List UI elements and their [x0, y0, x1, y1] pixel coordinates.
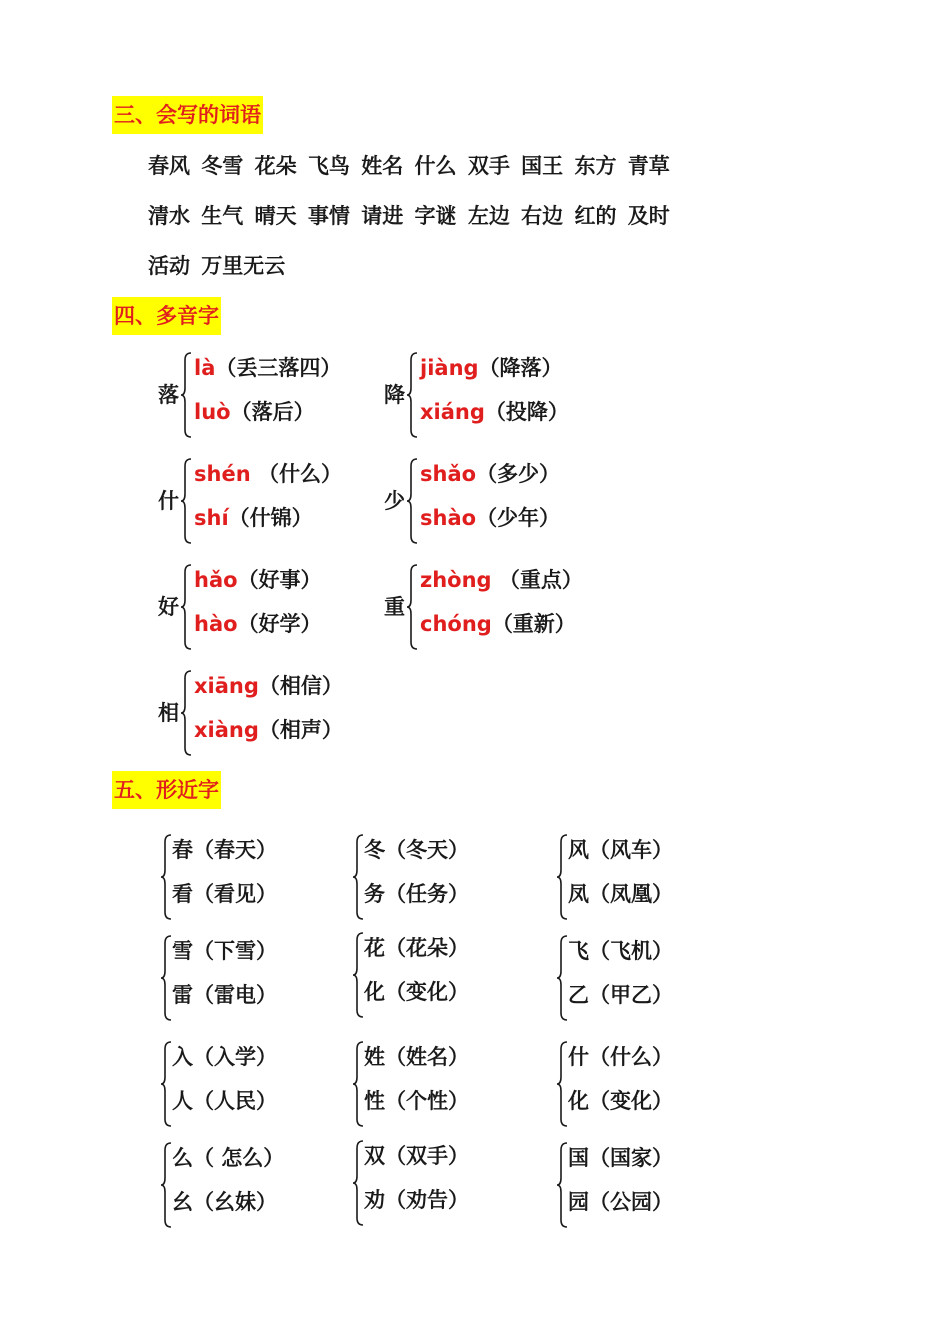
brace-icon [160, 1142, 172, 1228]
polyphone-char: 落 [158, 383, 179, 407]
brace-icon [352, 834, 364, 920]
word-line-2: 清水 生气 晴天 事情 请进 字谜 左边 右边 红的 及时 [148, 204, 670, 228]
similar-char-item: 乙（甲乙） [568, 983, 673, 1007]
similar-char-group [160, 933, 360, 1023]
section-heading-3: 三、会写的词语 [112, 96, 263, 134]
similar-char-group [160, 1140, 360, 1230]
polyphone-group [384, 350, 614, 440]
similar-char-item: 幺（幺妹） [172, 1190, 277, 1214]
similar-char-item: 风（风车） [568, 838, 673, 862]
brace-icon [352, 932, 364, 1018]
brace-icon [556, 1041, 568, 1127]
polyphone-reading: jiàng（降落） [420, 356, 563, 380]
polyphone-reading: luò（落后） [194, 400, 315, 424]
polyphone-char: 什 [158, 489, 179, 513]
similar-char-item: 么（ 怎么） [172, 1146, 285, 1170]
similar-char-group [160, 1039, 360, 1129]
brace-icon [556, 935, 568, 1021]
brace-icon [406, 458, 418, 544]
brace-icon [406, 564, 418, 650]
similar-char-item: 雪（下雪） [172, 939, 277, 963]
brace-icon [180, 352, 192, 438]
polyphone-reading: hǎo（好事） [194, 568, 322, 592]
similar-char-item: 务（任务） [364, 882, 469, 906]
polyphone-char: 重 [384, 595, 405, 619]
polyphone-group [158, 350, 388, 440]
similar-char-item: 看（看见） [172, 882, 277, 906]
similar-char-item: 劝（劝告） [364, 1188, 469, 1212]
similar-char-item: 性（个性） [364, 1089, 469, 1113]
polyphone-group [158, 456, 388, 546]
brace-icon [556, 834, 568, 920]
brace-icon [160, 1041, 172, 1127]
polyphone-char: 降 [384, 383, 405, 407]
polyphone-group [158, 668, 388, 758]
similar-char-item: 花（花朵） [364, 936, 469, 960]
brace-icon [556, 1142, 568, 1228]
similar-char-item: 国（国家） [568, 1146, 673, 1170]
polyphone-reading: xiāng（相信） [194, 674, 343, 698]
brace-icon [406, 352, 418, 438]
polyphone-reading: shén （什么） [194, 462, 342, 486]
brace-icon [352, 1140, 364, 1226]
similar-char-item: 入（入学） [172, 1045, 277, 1069]
similar-char-item: 园（公园） [568, 1190, 673, 1214]
section-heading-4: 四、多音字 [112, 297, 221, 335]
section-heading-5: 五、形近字 [112, 771, 221, 809]
similar-char-item: 姓（姓名） [364, 1045, 469, 1069]
polyphone-reading: là（丢三落四） [194, 356, 342, 380]
similar-char-item: 双（双手） [364, 1144, 469, 1168]
polyphone-char: 少 [384, 489, 405, 513]
similar-char-item: 化（变化） [568, 1089, 673, 1113]
polyphone-reading: shào（少年） [420, 506, 561, 530]
brace-icon [180, 564, 192, 650]
similar-char-group [556, 832, 756, 922]
polyphone-reading: hào（好学） [194, 612, 322, 636]
similar-char-item: 化（变化） [364, 980, 469, 1004]
similar-char-group [556, 933, 756, 1023]
similar-char-group [352, 1039, 552, 1129]
word-line-1: 春风 冬雪 花朵 飞鸟 姓名 什么 双手 国王 东方 青草 [148, 154, 670, 178]
similar-char-item: 飞（飞机） [568, 939, 673, 963]
similar-char-group [352, 1138, 552, 1228]
similar-char-item: 凤（凤凰） [568, 882, 673, 906]
similar-char-item: 什（什么） [568, 1045, 673, 1069]
similar-char-item: 春（春天） [172, 838, 277, 862]
similar-char-item: 人（人民） [172, 1089, 277, 1113]
polyphone-reading: zhòng （重点） [420, 568, 583, 592]
similar-char-group [160, 832, 360, 922]
brace-icon [180, 458, 192, 544]
polyphone-reading: shí（什锦） [194, 506, 313, 530]
similar-char-group [556, 1140, 756, 1230]
similar-char-item: 冬（冬天） [364, 838, 469, 862]
polyphone-char: 好 [158, 595, 179, 619]
polyphone-char: 相 [158, 701, 179, 725]
similar-char-group [556, 1039, 756, 1129]
polyphone-group [384, 456, 614, 546]
polyphone-group [384, 562, 614, 652]
polyphone-group [158, 562, 388, 652]
brace-icon [160, 935, 172, 1021]
brace-icon [352, 1041, 364, 1127]
similar-char-item: 雷（雷电） [172, 983, 277, 1007]
similar-char-group [352, 832, 552, 922]
word-line-3: 活动 万里无云 [148, 254, 286, 278]
polyphone-reading: xiáng（投降） [420, 400, 569, 424]
brace-icon [160, 834, 172, 920]
polyphone-reading: xiàng（相声） [194, 718, 343, 742]
brace-icon [180, 670, 192, 756]
polyphone-reading: chóng（重新） [420, 612, 576, 636]
polyphone-reading: shǎo（多少） [420, 462, 561, 486]
similar-char-group [352, 930, 552, 1020]
